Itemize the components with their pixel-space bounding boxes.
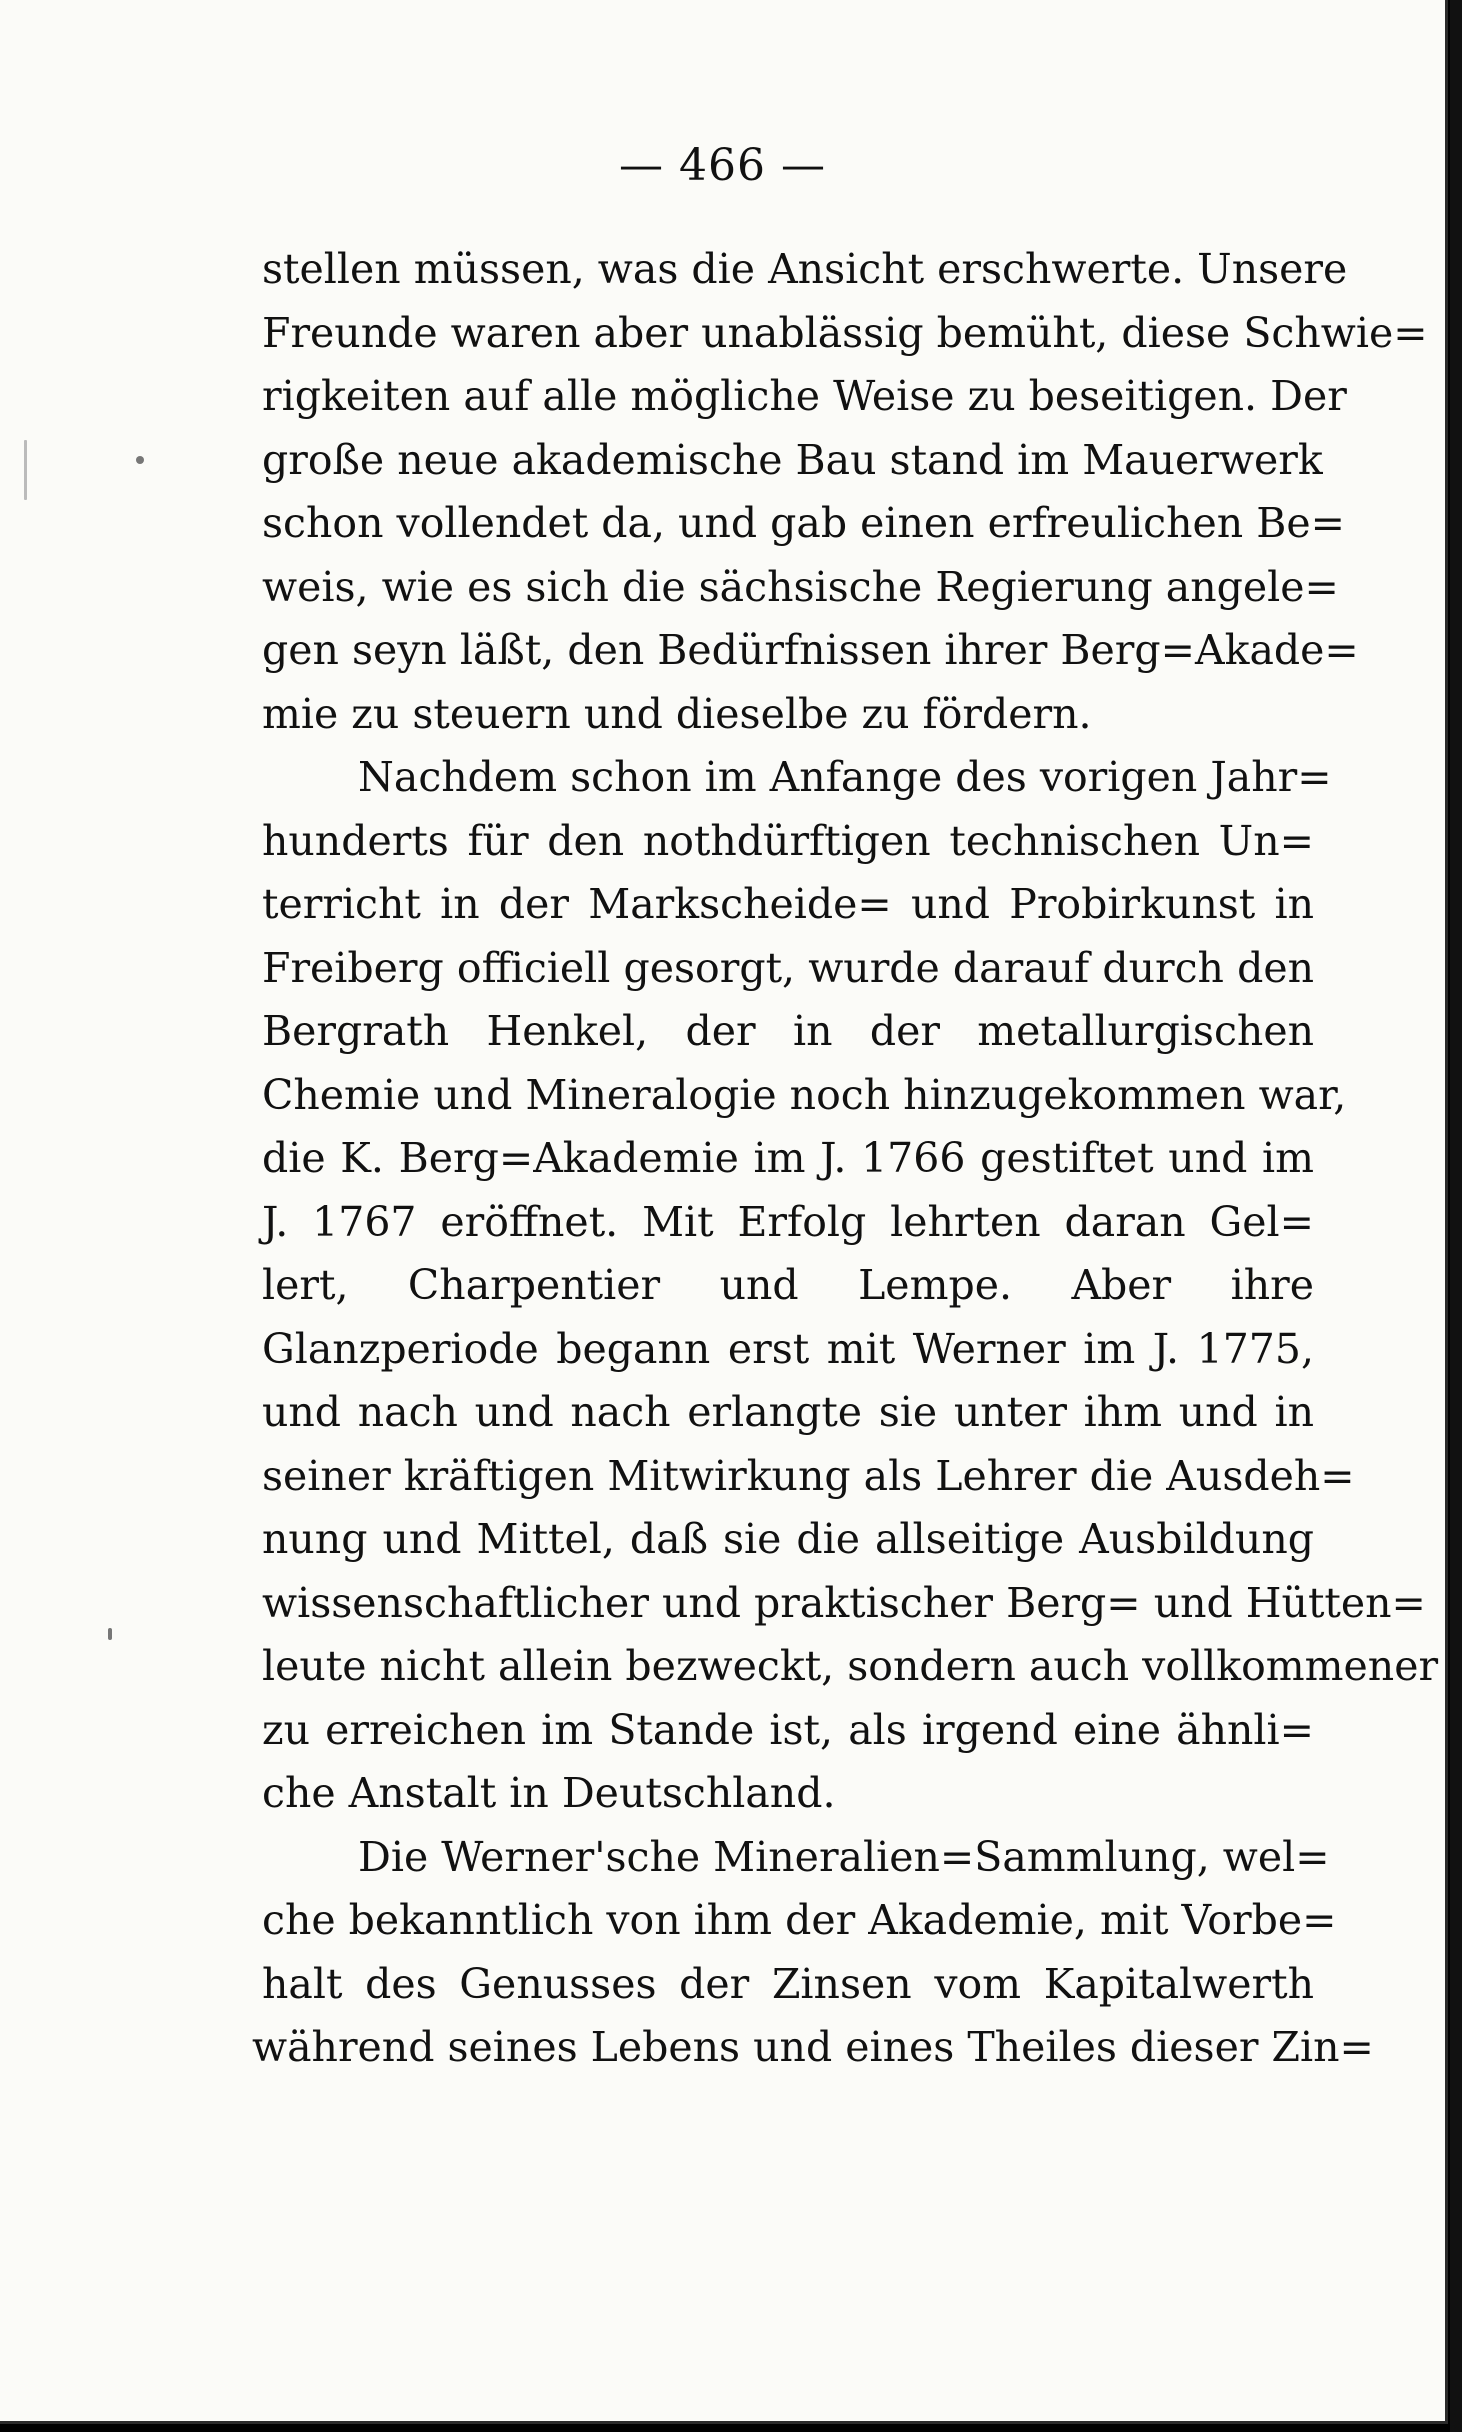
text-line: Freiberg officiell gesorgt, wurde darauf durch den <box>262 943 1314 992</box>
paper-speck <box>136 456 144 464</box>
text-line: seiner kräftigen Mitwirkung als Lehrer die Ausdeh= <box>262 1451 1355 1500</box>
text-line: schon vollendet da, und gab einen erfreulichen Be= <box>262 499 1345 547</box>
text-line: leute nicht allein bezweckt, sondern auch vollkommener <box>262 1642 1439 1690</box>
page-number: — 466 — <box>619 140 826 191</box>
text-line: Bergrath Henkel, der in der metallurgischen <box>262 1007 1314 1055</box>
text-line: weis, wie es sich die sächsische Regierung angele= <box>262 562 1339 611</box>
text-line: nung und Mittel, daß sie die allseitige Ausbildung <box>262 1515 1314 1563</box>
text-line: stellen müssen, was die Ansicht erschwerte. Unsere <box>262 245 1348 293</box>
text-line: und nach und nach erlangte sie unter ihm und in <box>262 1388 1314 1436</box>
text-line: Nachdem schon im Anfange des vorigen Jahr= <box>358 753 1332 801</box>
text-line: J. 1767 eröffnet. Mit Erfolg lehrten daran Gel= <box>262 1197 1314 1246</box>
text-line: halt des Genusses der Zinsen vom Kapitalwerth <box>262 1959 1314 2008</box>
scan-edge <box>1450 0 1462 2432</box>
text-line: die K. Berg=Akademie im J. 1766 gestiftet und im <box>262 1134 1314 1182</box>
text-line: wissenschaftlicher und praktischer Berg= und Hütten= <box>262 1578 1426 1627</box>
text-line: terricht in der Markscheide= und Probirkunst in <box>262 880 1314 928</box>
text-line: gen seyn läßt, den Bedürfnissen ihrer Berg=Akade= <box>262 626 1359 674</box>
text-line: lert, Charpentier und Lempe. Aber ihre <box>262 1261 1314 1309</box>
paper-speck <box>24 440 27 500</box>
text-line: che bekanntlich von ihm der Akademie, mit Vorbe= <box>262 1896 1337 1944</box>
text-line: zu erreichen im Stande ist, als irgend eine ähnli= <box>262 1705 1314 1754</box>
text-line: Freunde waren aber unablässig bemüht, diese Schwie= <box>262 308 1428 357</box>
paper-speck <box>108 1628 112 1640</box>
body-text <box>252 238 1439 2080</box>
text-line: Chemie und Mineralogie noch hinzugekommen war, <box>262 1070 1347 1119</box>
text-line: che Anstalt in Deutschland. <box>262 1769 836 1817</box>
text-line: während seines Lebens und eines Theiles dieser Zin= <box>252 2023 1374 2071</box>
text-line: mie zu steuern und dieselbe zu fördern. <box>262 689 1092 738</box>
text-line: hunderts für den nothdürftigen technischen Un= <box>262 816 1314 865</box>
text-line: rigkeiten auf alle mögliche Weise zu beseitigen. Der <box>262 372 1347 420</box>
text-line: große neue akademische Bau stand im Mauerwerk <box>262 435 1323 484</box>
text-line: Glanzperiode begann erst mit Werner im J. 1775, <box>262 1324 1314 1373</box>
text-line: Die Werner'sche Mineralien=Sammlung, wel= <box>358 1832 1330 1881</box>
